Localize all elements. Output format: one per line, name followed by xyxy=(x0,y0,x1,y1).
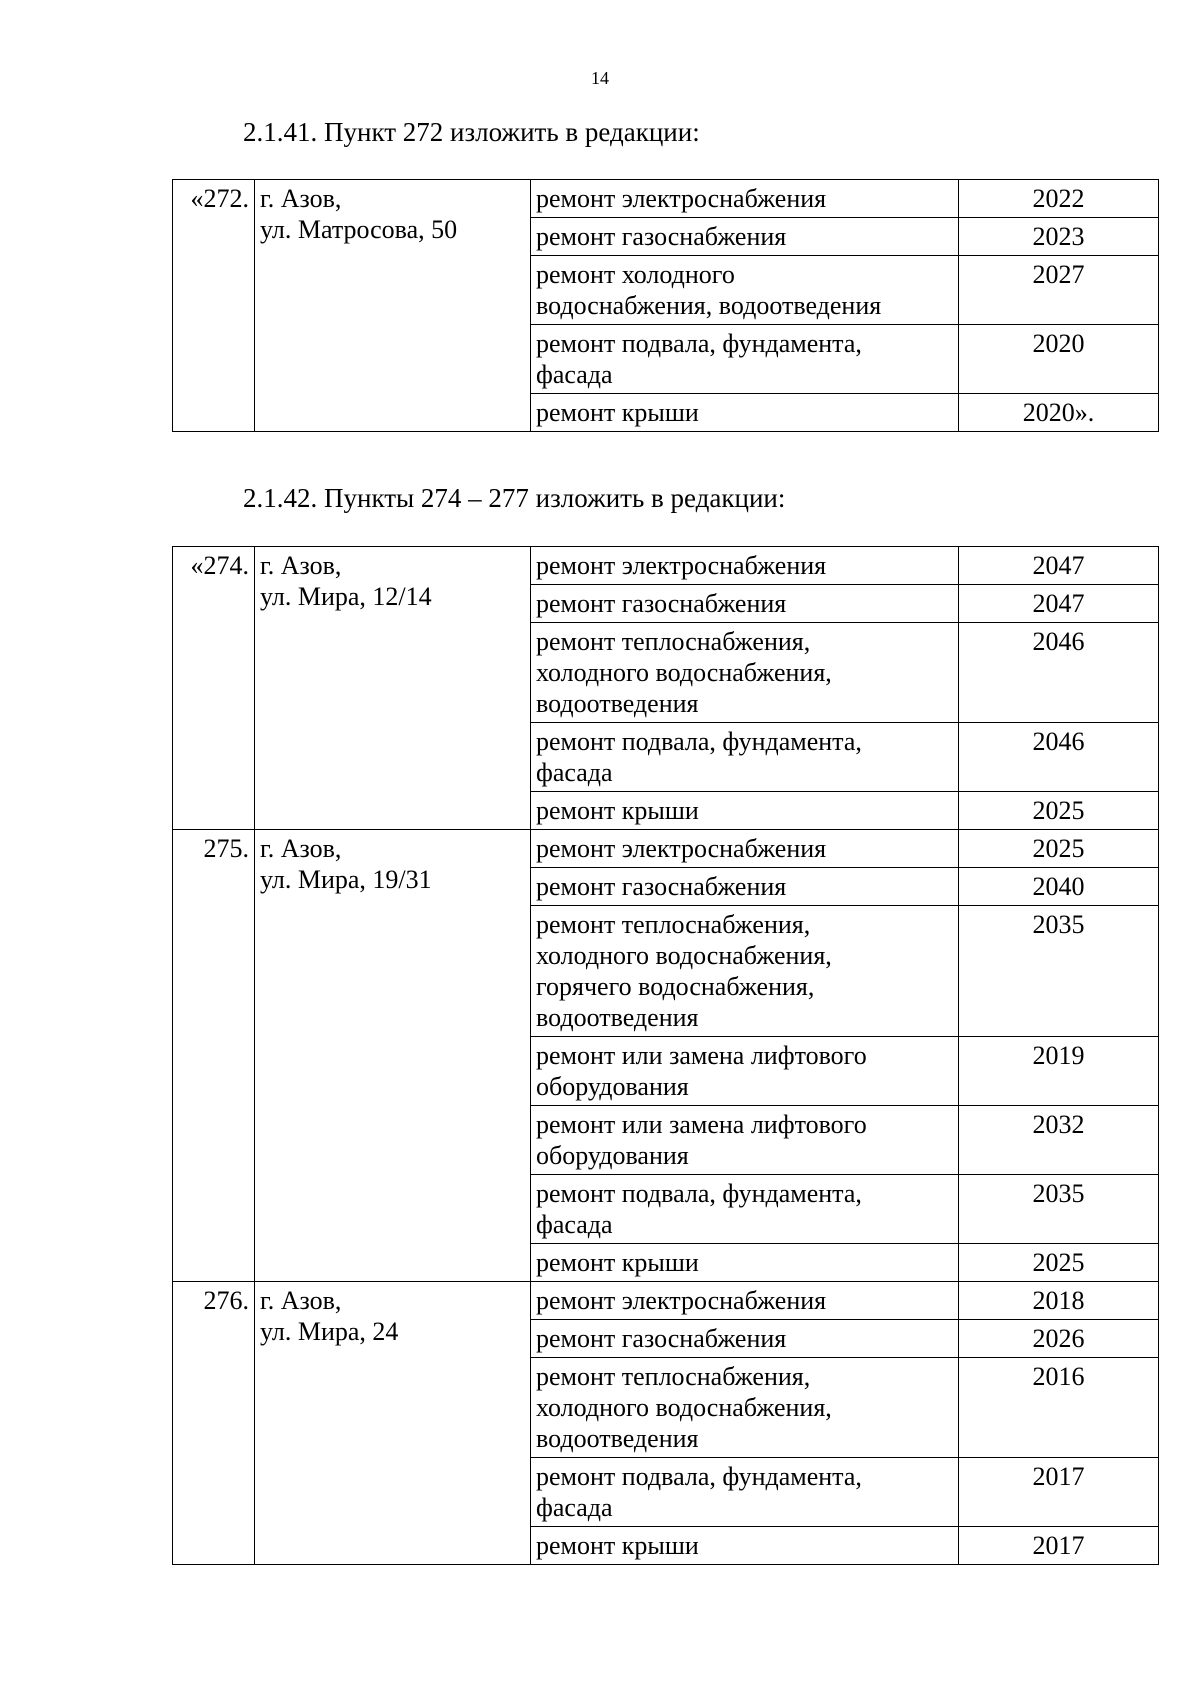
repair-year: 2017 xyxy=(959,1527,1159,1565)
repair-work: ремонт теплоснабжения, холодного водоснабжения, горячего водоснабжения, водоотведения xyxy=(531,906,959,1037)
repair-year: 2047 xyxy=(959,585,1159,623)
item-address: г. Азов, ул. Мира, 24 xyxy=(255,1282,531,1565)
repair-work: ремонт газоснабжения xyxy=(531,218,959,256)
table-row xyxy=(173,1282,1159,1320)
repair-year: 2032 xyxy=(959,1106,1159,1175)
repair-work: ремонт подвала, фундамента, фасада xyxy=(531,1175,959,1244)
repair-year: 2040 xyxy=(959,868,1159,906)
repair-work: ремонт или замена лифтового оборудования xyxy=(531,1106,959,1175)
repair-year: 2025 xyxy=(959,830,1159,868)
table-row xyxy=(173,180,1159,218)
table-row xyxy=(173,830,1159,868)
item-number: 275. xyxy=(173,830,255,1282)
repair-year: 2047 xyxy=(959,547,1159,585)
repair-year: 2046 xyxy=(959,623,1159,723)
item-number: 276. xyxy=(173,1282,255,1565)
repair-year: 2023 xyxy=(959,218,1159,256)
repair-year: 2020». xyxy=(959,394,1159,432)
repair-year: 2026 xyxy=(959,1320,1159,1358)
repair-work: ремонт электроснабжения xyxy=(531,180,959,218)
item-number: «274. xyxy=(173,547,255,830)
repair-year: 2017 xyxy=(959,1458,1159,1527)
item-number: «272. xyxy=(173,180,255,432)
repair-work: ремонт газоснабжения xyxy=(531,585,959,623)
repair-work: ремонт теплоснабжения, холодного водоснабжения, водоотведения xyxy=(531,623,959,723)
repair-work: ремонт газоснабжения xyxy=(531,1320,959,1358)
repair-work: ремонт или замена лифтового оборудования xyxy=(531,1037,959,1106)
repair-work: ремонт электроснабжения xyxy=(531,547,959,585)
repair-year: 2035 xyxy=(959,906,1159,1037)
repair-year: 2025 xyxy=(959,792,1159,830)
section-heading-2-1-41: 2.1.41. Пункт 272 изложить в редакции: xyxy=(243,117,700,147)
table-items-274-277 xyxy=(172,546,1159,1565)
repair-year: 2027 xyxy=(959,256,1159,325)
repair-work: ремонт подвала, фундамента, фасада xyxy=(531,723,959,792)
repair-year: 2019 xyxy=(959,1037,1159,1106)
page-number: 14 xyxy=(591,68,609,88)
repair-work: ремонт подвала, фундамента, фасада xyxy=(531,325,959,394)
repair-year: 2025 xyxy=(959,1244,1159,1282)
repair-year: 2020 xyxy=(959,325,1159,394)
table-row xyxy=(173,547,1159,585)
repair-work: ремонт теплоснабжения, холодного водоснабжения, водоотведения xyxy=(531,1358,959,1458)
repair-year: 2016 xyxy=(959,1358,1159,1458)
repair-work: ремонт газоснабжения xyxy=(531,868,959,906)
item-address: г. Азов, ул. Мира, 12/14 xyxy=(255,547,531,830)
repair-work: ремонт крыши xyxy=(531,1527,959,1565)
repair-work: ремонт крыши xyxy=(531,394,959,432)
item-address: г. Азов, ул. Мира, 19/31 xyxy=(255,830,531,1282)
item-address: г. Азов, ул. Матросова, 50 xyxy=(255,180,531,432)
repair-year: 2018 xyxy=(959,1282,1159,1320)
repair-work: ремонт крыши xyxy=(531,792,959,830)
repair-year: 2035 xyxy=(959,1175,1159,1244)
repair-work: ремонт электроснабжения xyxy=(531,830,959,868)
repair-work: ремонт подвала, фундамента, фасада xyxy=(531,1458,959,1527)
repair-year: 2046 xyxy=(959,723,1159,792)
repair-work: ремонт крыши xyxy=(531,1244,959,1282)
repair-work: ремонт электроснабжения xyxy=(531,1282,959,1320)
table-item-272 xyxy=(172,179,1159,432)
repair-work: ремонт холодного водоснабжения, водоотведения xyxy=(531,256,959,325)
repair-year: 2022 xyxy=(959,180,1159,218)
section-heading-2-1-42: 2.1.42. Пункты 274 – 277 изложить в редакции: xyxy=(243,483,786,513)
